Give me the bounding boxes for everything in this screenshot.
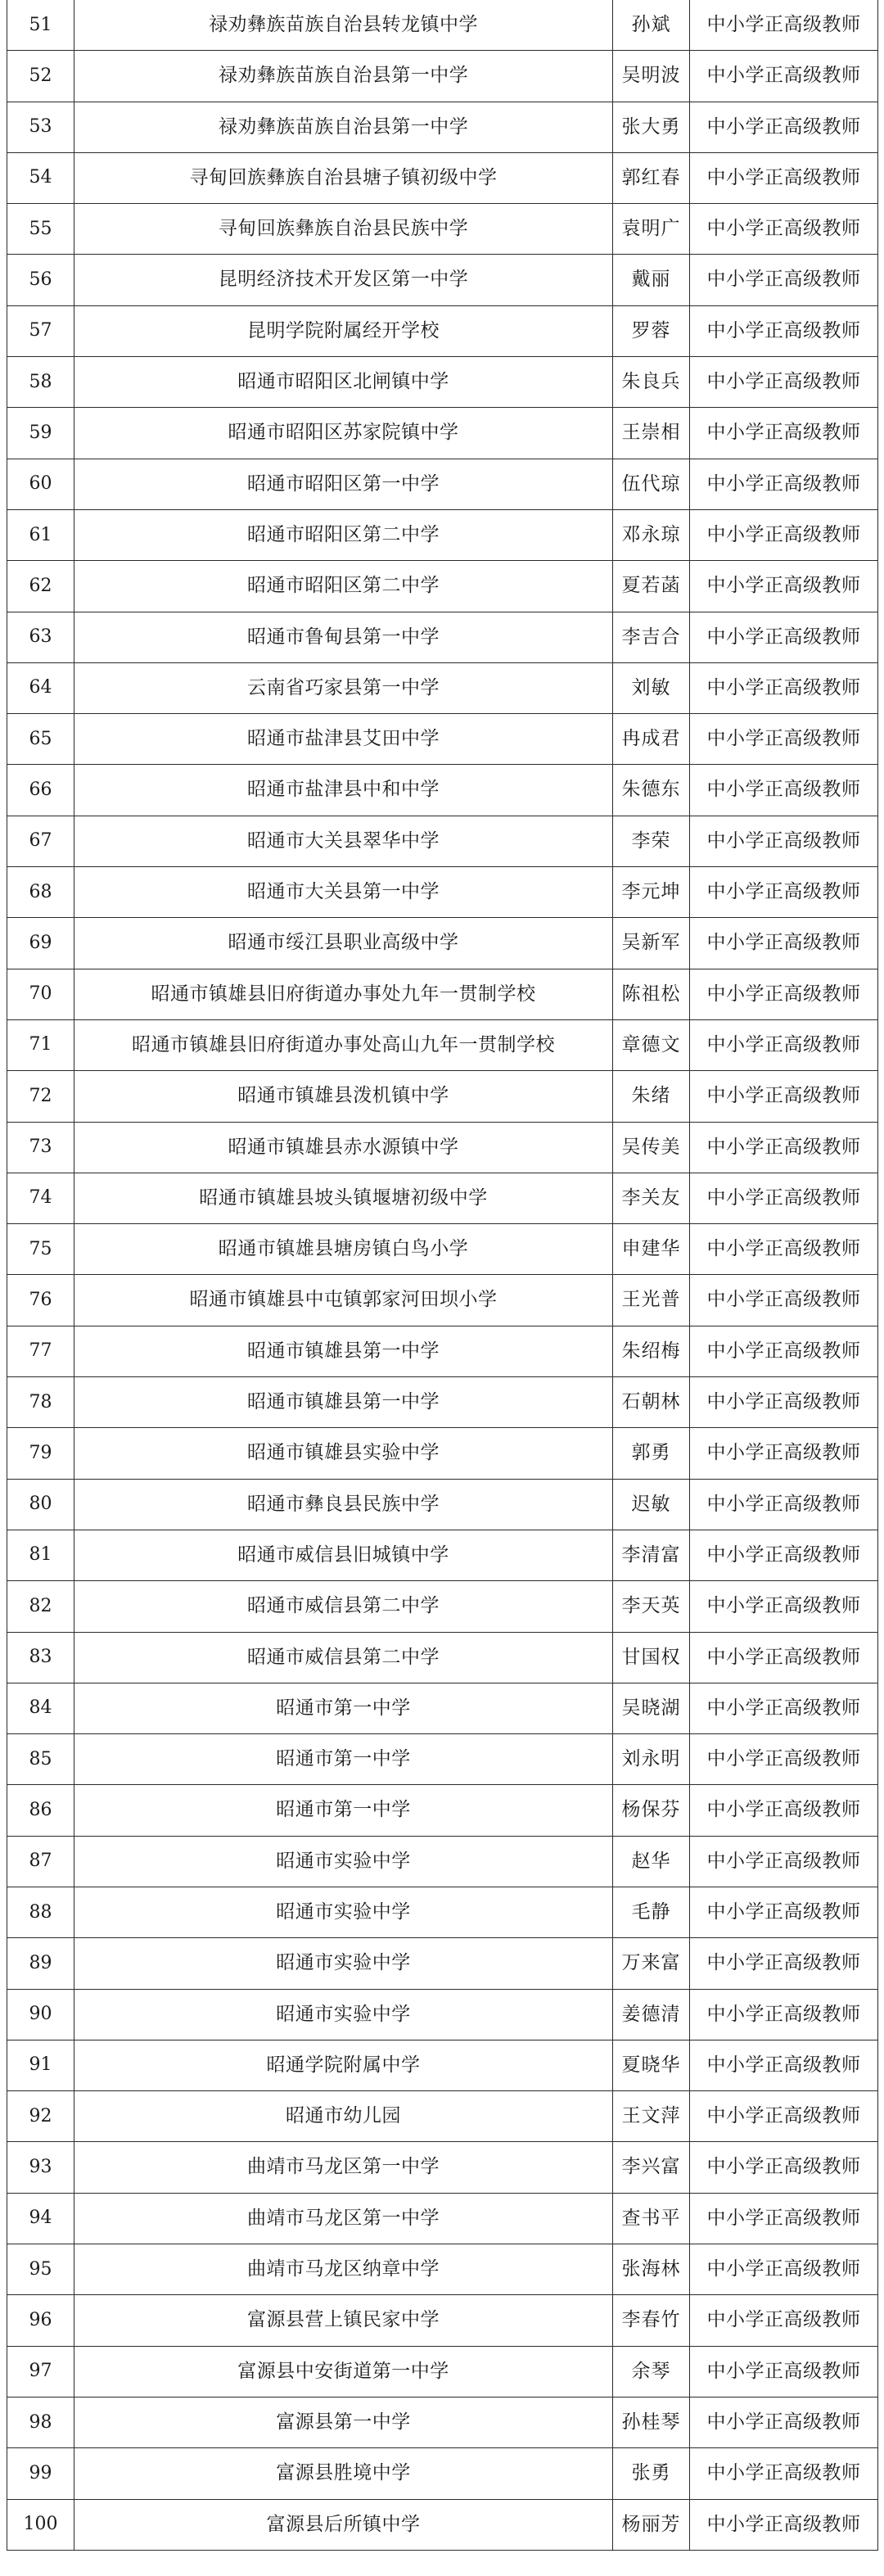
row-number-cell: 95	[7, 2244, 74, 2295]
teacher-name-cell: 吴新军	[613, 918, 690, 969]
table-row	[7, 408, 878, 459]
table-row	[7, 714, 878, 765]
title-cell: 中小学正高级教师	[690, 2448, 878, 2499]
table-row	[7, 1581, 878, 1632]
table-row	[7, 662, 878, 713]
school-name-cell: 曲靖市马龙区第一中学	[74, 2193, 613, 2244]
row-number-cell: 96	[7, 2295, 74, 2346]
teacher-name-cell: 朱绍梅	[613, 1326, 690, 1376]
teacher-name-cell: 郭勇	[613, 1428, 690, 1479]
school-name-cell: 昭通市昭阳区苏家院镇中学	[74, 408, 613, 459]
school-name-cell: 富源县胜境中学	[74, 2448, 613, 2499]
table-row	[7, 612, 878, 662]
title-cell: 中小学正高级教师	[690, 1632, 878, 1683]
title-cell: 中小学正高级教师	[690, 867, 878, 918]
teacher-name-cell: 余琴	[613, 2346, 690, 2397]
school-name-cell: 富源县后所镇中学	[74, 2499, 613, 2550]
title-cell: 中小学正高级教师	[690, 1071, 878, 1122]
title-cell: 中小学正高级教师	[690, 2142, 878, 2193]
teacher-name-cell: 王光普	[613, 1275, 690, 1326]
school-name-cell: 昭通市昭阳区北闸镇中学	[74, 357, 613, 408]
school-name-cell: 曲靖市马龙区纳章中学	[74, 2244, 613, 2295]
row-number-cell: 69	[7, 918, 74, 969]
title-cell: 中小学正高级教师	[690, 561, 878, 612]
row-number-cell: 76	[7, 1275, 74, 1326]
row-number-cell: 66	[7, 765, 74, 816]
table-row	[7, 459, 878, 509]
title-cell: 中小学正高级教师	[690, 612, 878, 662]
row-number-cell: 64	[7, 662, 74, 713]
teacher-name-cell: 杨丽芳	[613, 2499, 690, 2550]
row-number-cell: 86	[7, 1785, 74, 1836]
title-cell: 中小学正高级教师	[690, 102, 878, 152]
teacher-name-cell: 李元坤	[613, 867, 690, 918]
row-number-cell: 83	[7, 1632, 74, 1683]
row-number-cell: 71	[7, 1019, 74, 1070]
school-name-cell: 昭通市彝良县民族中学	[74, 1479, 613, 1530]
table-row	[7, 2040, 878, 2090]
school-name-cell: 昭通市昭阳区第一中学	[74, 459, 613, 509]
title-cell: 中小学正高级教师	[690, 2091, 878, 2142]
title-cell: 中小学正高级教师	[690, 1734, 878, 1785]
teacher-name-cell: 张海林	[613, 2244, 690, 2295]
school-name-cell: 昭通市第一中学	[74, 1683, 613, 1733]
title-cell: 中小学正高级教师	[690, 2193, 878, 2244]
row-number-cell: 72	[7, 1071, 74, 1122]
title-cell: 中小学正高级教师	[690, 969, 878, 1019]
row-number-cell: 58	[7, 357, 74, 408]
row-number-cell: 85	[7, 1734, 74, 1785]
title-cell: 中小学正高级教师	[690, 152, 878, 203]
teacher-name-cell: 罗蓉	[613, 305, 690, 356]
title-cell: 中小学正高级教师	[690, 1938, 878, 1989]
teacher-name-cell: 郭红春	[613, 152, 690, 203]
table-row	[7, 1071, 878, 1122]
table-row	[7, 1734, 878, 1785]
school-name-cell: 昭通市第一中学	[74, 1785, 613, 1836]
row-number-cell: 93	[7, 2142, 74, 2193]
school-name-cell: 昭通市实验中学	[74, 1887, 613, 1937]
teacher-name-cell: 吴明波	[613, 51, 690, 102]
row-number-cell: 87	[7, 1836, 74, 1887]
title-cell: 中小学正高级教师	[690, 1887, 878, 1937]
row-number-cell: 56	[7, 255, 74, 305]
school-name-cell: 昭通市镇雄县塘房镇白鸟小学	[74, 1224, 613, 1275]
teacher-name-cell: 李春竹	[613, 2295, 690, 2346]
school-name-cell: 昭通市盐津县艾田中学	[74, 714, 613, 765]
teacher-roster-table	[7, 0, 878, 2551]
table-row	[7, 1632, 878, 1683]
school-name-cell: 富源县中安街道第一中学	[74, 2346, 613, 2397]
title-cell: 中小学正高级教师	[690, 1479, 878, 1530]
title-cell: 中小学正高级教师	[690, 1173, 878, 1223]
table-row	[7, 1479, 878, 1530]
school-name-cell: 昭通市昭阳区第二中学	[74, 509, 613, 560]
title-cell: 中小学正高级教师	[690, 918, 878, 969]
teacher-name-cell: 申建华	[613, 1224, 690, 1275]
row-number-cell: 52	[7, 51, 74, 102]
title-cell: 中小学正高级教师	[690, 1326, 878, 1376]
table-row	[7, 357, 878, 408]
title-cell: 中小学正高级教师	[690, 255, 878, 305]
teacher-name-cell: 李关友	[613, 1173, 690, 1223]
title-cell: 中小学正高级教师	[690, 1428, 878, 1479]
school-name-cell: 禄劝彝族苗族自治县转龙镇中学	[74, 0, 613, 51]
row-number-cell: 99	[7, 2448, 74, 2499]
title-cell: 中小学正高级教师	[690, 1122, 878, 1173]
table-row	[7, 2142, 878, 2193]
teacher-name-cell: 王崇相	[613, 408, 690, 459]
teacher-name-cell: 朱良兵	[613, 357, 690, 408]
school-name-cell: 昭通市实验中学	[74, 1989, 613, 2040]
title-cell: 中小学正高级教师	[690, 2040, 878, 2090]
table-row	[7, 102, 878, 152]
table-row	[7, 2244, 878, 2295]
school-name-cell: 昭通市实验中学	[74, 1836, 613, 1887]
teacher-name-cell: 冉成君	[613, 714, 690, 765]
teacher-name-cell: 李荣	[613, 816, 690, 866]
row-number-cell: 100	[7, 2499, 74, 2550]
row-number-cell: 74	[7, 1173, 74, 1223]
teacher-name-cell: 甘国权	[613, 1632, 690, 1683]
title-cell: 中小学正高级教师	[690, 1785, 878, 1836]
teacher-name-cell: 迟敏	[613, 1479, 690, 1530]
school-name-cell: 昭通学院附属中学	[74, 2040, 613, 2090]
table-row	[7, 1530, 878, 1580]
table-row	[7, 867, 878, 918]
row-number-cell: 90	[7, 1989, 74, 2040]
school-name-cell: 昭通市实验中学	[74, 1938, 613, 1989]
table-row	[7, 918, 878, 969]
teacher-name-cell: 孙斌	[613, 0, 690, 51]
table-row	[7, 1019, 878, 1070]
table-row	[7, 1836, 878, 1887]
teacher-name-cell: 陈祖松	[613, 969, 690, 1019]
title-cell: 中小学正高级教师	[690, 1530, 878, 1580]
title-cell: 中小学正高级教师	[690, 1224, 878, 1275]
title-cell: 中小学正高级教师	[690, 1377, 878, 1428]
table-row	[7, 1326, 878, 1376]
table-row	[7, 1683, 878, 1733]
row-number-cell: 55	[7, 204, 74, 255]
teacher-name-cell: 邓永琼	[613, 509, 690, 560]
teacher-name-cell: 杨保芬	[613, 1785, 690, 1836]
school-name-cell: 曲靖市马龙区第一中学	[74, 2142, 613, 2193]
school-name-cell: 昆明学院附属经开学校	[74, 305, 613, 356]
school-name-cell: 云南省巧家县第一中学	[74, 662, 613, 713]
title-cell: 中小学正高级教师	[690, 408, 878, 459]
table-row	[7, 1887, 878, 1937]
row-number-cell: 98	[7, 2397, 74, 2447]
school-name-cell: 昭通市镇雄县旧府街道办事处高山九年一贯制学校	[74, 1019, 613, 1070]
teacher-name-cell: 刘敏	[613, 662, 690, 713]
teacher-name-cell: 夏若菡	[613, 561, 690, 612]
teacher-name-cell: 毛静	[613, 1887, 690, 1937]
school-name-cell: 昭通市威信县第二中学	[74, 1632, 613, 1683]
row-number-cell: 57	[7, 305, 74, 356]
title-cell: 中小学正高级教师	[690, 51, 878, 102]
teacher-name-cell: 刘永明	[613, 1734, 690, 1785]
table-row	[7, 1377, 878, 1428]
row-number-cell: 73	[7, 1122, 74, 1173]
teacher-name-cell: 戴丽	[613, 255, 690, 305]
table-row	[7, 255, 878, 305]
teacher-name-cell: 袁明广	[613, 204, 690, 255]
row-number-cell: 60	[7, 459, 74, 509]
row-number-cell: 54	[7, 152, 74, 203]
row-number-cell: 97	[7, 2346, 74, 2397]
school-name-cell: 昭通市大关县翠华中学	[74, 816, 613, 866]
teacher-name-cell: 张大勇	[613, 102, 690, 152]
table-row	[7, 1224, 878, 1275]
table-row	[7, 1785, 878, 1836]
title-cell: 中小学正高级教师	[690, 2397, 878, 2447]
title-cell: 中小学正高级教师	[690, 2346, 878, 2397]
school-name-cell: 昭通市幼儿园	[74, 2091, 613, 2142]
row-number-cell: 53	[7, 102, 74, 152]
title-cell: 中小学正高级教师	[690, 509, 878, 560]
table-row	[7, 204, 878, 255]
title-cell: 中小学正高级教师	[690, 1581, 878, 1632]
school-name-cell: 昭通市威信县旧城镇中学	[74, 1530, 613, 1580]
table-row	[7, 1938, 878, 1989]
teacher-name-cell: 查书平	[613, 2193, 690, 2244]
title-cell: 中小学正高级教师	[690, 714, 878, 765]
title-cell: 中小学正高级教师	[690, 662, 878, 713]
table-row	[7, 2295, 878, 2346]
title-cell: 中小学正高级教师	[690, 2244, 878, 2295]
table-row	[7, 1275, 878, 1326]
table-row	[7, 2448, 878, 2499]
table-row	[7, 152, 878, 203]
table-row	[7, 765, 878, 816]
table-row	[7, 2397, 878, 2447]
title-cell: 中小学正高级教师	[690, 357, 878, 408]
teacher-name-cell: 李兴富	[613, 2142, 690, 2193]
row-number-cell: 80	[7, 1479, 74, 1530]
school-name-cell: 昭通市镇雄县泼机镇中学	[74, 1071, 613, 1122]
row-number-cell: 77	[7, 1326, 74, 1376]
title-cell: 中小学正高级教师	[690, 305, 878, 356]
teacher-name-cell: 朱绪	[613, 1071, 690, 1122]
school-name-cell: 昭通市镇雄县实验中学	[74, 1428, 613, 1479]
teacher-name-cell: 石朝林	[613, 1377, 690, 1428]
row-number-cell: 78	[7, 1377, 74, 1428]
title-cell: 中小学正高级教师	[690, 1275, 878, 1326]
school-name-cell: 昭通市威信县第二中学	[74, 1581, 613, 1632]
title-cell: 中小学正高级教师	[690, 459, 878, 509]
school-name-cell: 禄劝彝族苗族自治县第一中学	[74, 102, 613, 152]
table-row	[7, 1122, 878, 1173]
school-name-cell: 昭通市镇雄县旧府街道办事处九年一贯制学校	[74, 969, 613, 1019]
teacher-name-cell: 李吉合	[613, 612, 690, 662]
table-row	[7, 561, 878, 612]
school-name-cell: 昭通市镇雄县第一中学	[74, 1377, 613, 1428]
teacher-name-cell: 夏晓华	[613, 2040, 690, 2090]
table-row	[7, 2499, 878, 2550]
school-name-cell: 昭通市鲁甸县第一中学	[74, 612, 613, 662]
title-cell: 中小学正高级教师	[690, 0, 878, 51]
row-number-cell: 63	[7, 612, 74, 662]
title-cell: 中小学正高级教师	[690, 1683, 878, 1733]
school-name-cell: 昭通市镇雄县坡头镇堰塘初级中学	[74, 1173, 613, 1223]
table-row	[7, 0, 878, 51]
title-cell: 中小学正高级教师	[690, 765, 878, 816]
school-name-cell: 昆明经济技术开发区第一中学	[74, 255, 613, 305]
row-number-cell: 75	[7, 1224, 74, 1275]
teacher-name-cell: 王文萍	[613, 2091, 690, 2142]
title-cell: 中小学正高级教师	[690, 1989, 878, 2040]
row-number-cell: 94	[7, 2193, 74, 2244]
school-name-cell: 昭通市镇雄县第一中学	[74, 1326, 613, 1376]
teacher-name-cell: 李清富	[613, 1530, 690, 1580]
row-number-cell: 91	[7, 2040, 74, 2090]
teacher-name-cell: 赵华	[613, 1836, 690, 1887]
teacher-name-cell: 万来富	[613, 1938, 690, 1989]
row-number-cell: 70	[7, 969, 74, 1019]
school-name-cell: 富源县第一中学	[74, 2397, 613, 2447]
table-row	[7, 1428, 878, 1479]
title-cell: 中小学正高级教师	[690, 816, 878, 866]
row-number-cell: 88	[7, 1887, 74, 1937]
teacher-name-cell: 张勇	[613, 2448, 690, 2499]
title-cell: 中小学正高级教师	[690, 1836, 878, 1887]
school-name-cell: 昭通市第一中学	[74, 1734, 613, 1785]
table-row	[7, 51, 878, 102]
school-name-cell: 昭通市镇雄县赤水源镇中学	[74, 1122, 613, 1173]
school-name-cell: 昭通市昭阳区第二中学	[74, 561, 613, 612]
row-number-cell: 65	[7, 714, 74, 765]
row-number-cell: 68	[7, 867, 74, 918]
roster-body	[7, 0, 878, 2550]
teacher-name-cell: 李天英	[613, 1581, 690, 1632]
teacher-name-cell: 伍代琼	[613, 459, 690, 509]
table-row	[7, 969, 878, 1019]
row-number-cell: 89	[7, 1938, 74, 1989]
table-row	[7, 1989, 878, 2040]
table-row	[7, 2346, 878, 2397]
school-name-cell: 昭通市绥江县职业高级中学	[74, 918, 613, 969]
teacher-name-cell: 孙桂琴	[613, 2397, 690, 2447]
table-row	[7, 2193, 878, 2244]
school-name-cell: 富源县营上镇民家中学	[74, 2295, 613, 2346]
teacher-name-cell: 章德文	[613, 1019, 690, 1070]
row-number-cell: 81	[7, 1530, 74, 1580]
teacher-name-cell: 朱德东	[613, 765, 690, 816]
school-name-cell: 昭通市镇雄县中屯镇郭家河田坝小学	[74, 1275, 613, 1326]
teacher-name-cell: 吴传美	[613, 1122, 690, 1173]
row-number-cell: 84	[7, 1683, 74, 1733]
row-number-cell: 67	[7, 816, 74, 866]
teacher-name-cell: 吴晓湖	[613, 1683, 690, 1733]
school-name-cell: 昭通市盐津县中和中学	[74, 765, 613, 816]
teacher-name-cell: 姜德清	[613, 1989, 690, 2040]
school-name-cell: 禄劝彝族苗族自治县第一中学	[74, 51, 613, 102]
school-name-cell: 昭通市大关县第一中学	[74, 867, 613, 918]
table-row	[7, 816, 878, 866]
title-cell: 中小学正高级教师	[690, 204, 878, 255]
row-number-cell: 79	[7, 1428, 74, 1479]
school-name-cell: 寻甸回族彝族自治县塘子镇初级中学	[74, 152, 613, 203]
row-number-cell: 92	[7, 2091, 74, 2142]
table-row	[7, 1173, 878, 1223]
title-cell: 中小学正高级教师	[690, 2295, 878, 2346]
school-name-cell: 寻甸回族彝族自治县民族中学	[74, 204, 613, 255]
row-number-cell: 82	[7, 1581, 74, 1632]
table-row	[7, 2091, 878, 2142]
title-cell: 中小学正高级教师	[690, 1019, 878, 1070]
title-cell: 中小学正高级教师	[690, 2499, 878, 2550]
row-number-cell: 61	[7, 509, 74, 560]
row-number-cell: 51	[7, 0, 74, 51]
table-row	[7, 509, 878, 560]
row-number-cell: 59	[7, 408, 74, 459]
table-row	[7, 305, 878, 356]
row-number-cell: 62	[7, 561, 74, 612]
